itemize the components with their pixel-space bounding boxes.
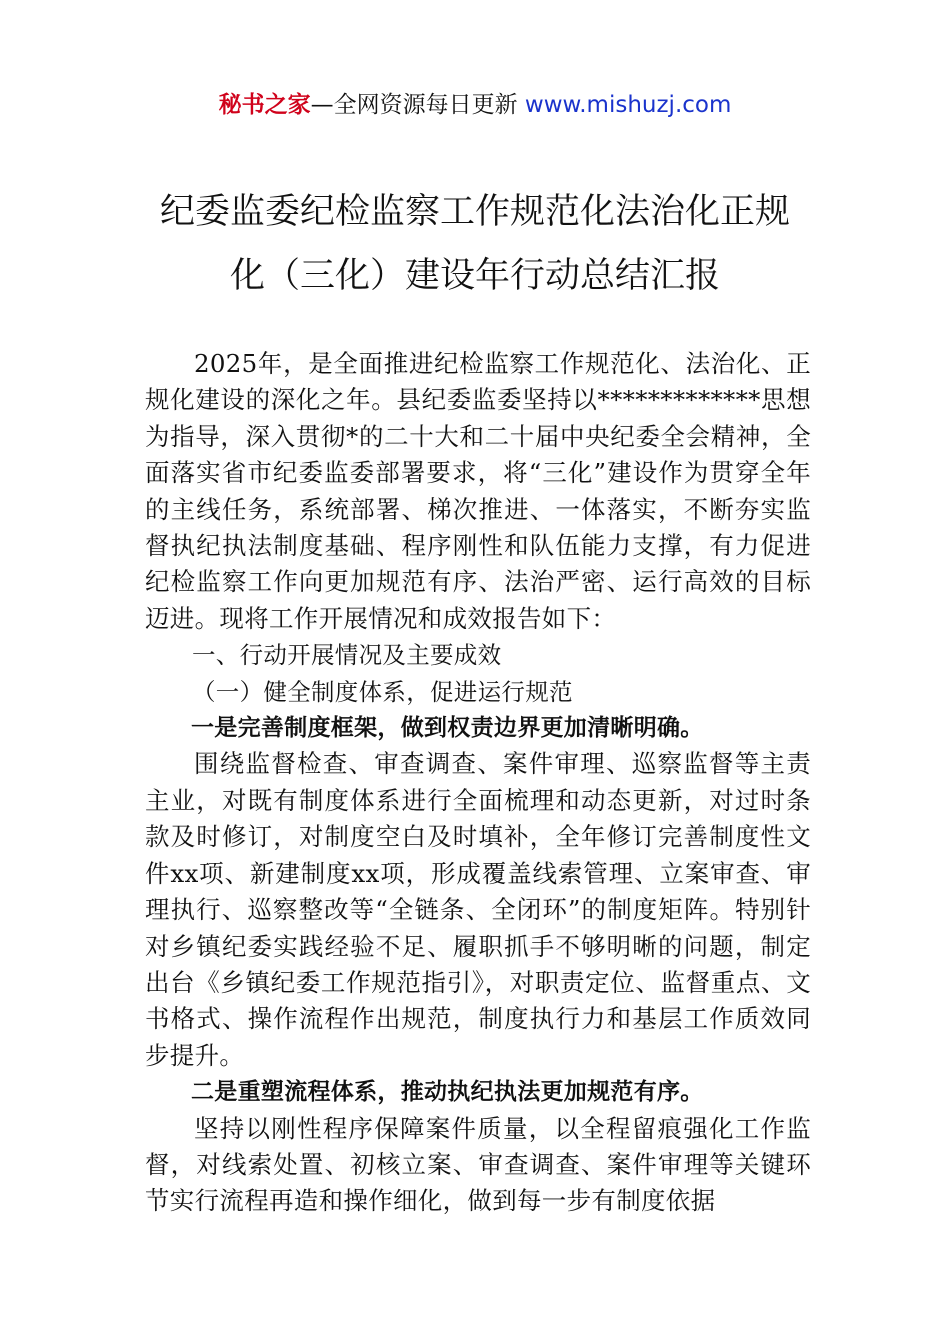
intro-paragraph: 2025年，是全面推进纪检监察工作规范化、法治化、正规化建设的深化之年。县纪委监委坚持以*************思想为指导，深入贯彻*的二十大和二十届中央纪委全会精神，全面落实省市纪委监委部署要求，将“三化”建设作为贯穿全年的主线任务，系统部署、梯次推进、一体落实，不断夯实监督执纪执法制度基础、程序刚性和队伍能力支撑，有力促进纪检监察工作向更加规范有序、法治严密、运行高效的目标迈进。现将工作开展情况和成效报告如下： <box>145 349 811 633</box>
site-banner <box>0 88 950 122</box>
title-line-1: 纪委监委纪检监察工作规范化法治化正规 <box>159 192 790 232</box>
point-1-body: 围绕监督检查、审查调查、案件审理、巡察监督等主责主业，对既有制度体系进行全面梳理和动态更新，对过时条款及时修订，对制度空白及时填补，全年修订完善制度性文件xx项、新建制度xx项，形成覆盖线索管理、立案审查、审理执行、巡察整改等“全链条、全闭环”的制度矩阵。特别针对乡镇纪委实践经验不足、履职抓手不够明晰的问题，制定出台《乡镇纪委工作规范指引》，对职责定位、监督重点、文书格式、操作流程作出规范，制度执行力和基层工作质效同步提升。 <box>145 749 811 1070</box>
point-1-title: 一是完善制度框架，做到权责边界更加清晰明确。 <box>191 715 704 742</box>
document-title <box>60 180 890 308</box>
point-2-title: 二是重塑流程体系，推动执纪执法更加规范有序。 <box>191 1079 704 1106</box>
site-tagline: —全网资源每日更新 <box>310 92 525 118</box>
section-heading-1: 一、行动开展情况及主要成效 <box>192 641 502 670</box>
subsection-heading-1: （一）健全制度体系，促进运行规范 <box>192 677 573 706</box>
title-line-2: 化（三化）建设年行动总结汇报 <box>229 256 720 296</box>
point-2-body: 坚持以刚性程序保障案件质量，以全程留痕强化工作监督，对线索处置、初核立案、审查调查、案件审理等关键环节实行流程再造和操作细化，做到每一步有制度依据 <box>145 1113 811 1216</box>
document-body <box>145 346 811 1220</box>
site-brand: 秘书之家 <box>218 92 311 118</box>
site-url-link[interactable]: www.mishuzj.com <box>524 92 732 118</box>
